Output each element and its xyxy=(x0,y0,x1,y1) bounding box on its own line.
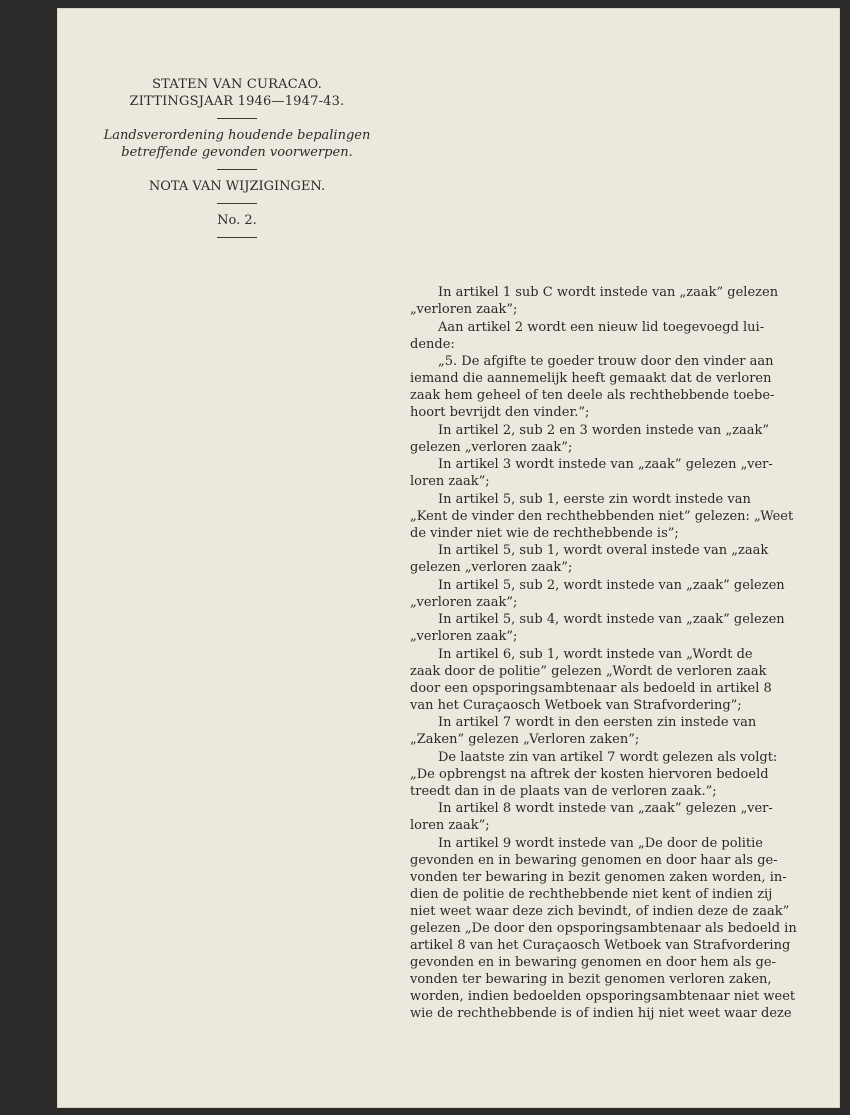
amendment-paragraph xyxy=(410,353,784,421)
text-line: De laatste zin van artikel 7 wordt gelezen als volgt: xyxy=(438,749,778,765)
amendment-paragraph xyxy=(410,319,784,353)
amendment-paragraph xyxy=(410,422,784,456)
text-line: In artikel 5, sub 1, eerste zin wordt instede van xyxy=(438,491,751,507)
document-number: No. 2. xyxy=(217,213,257,228)
text-line: „Kent de vinder den rechthebbenden niet” gelezen: „Weet xyxy=(410,508,794,524)
text-line: In artikel 6, sub 1, wordt instede van „Wordt de xyxy=(438,646,753,662)
text-line: niet weet waar deze zich bevindt, of indien deze de zaak” xyxy=(410,903,790,919)
text-line: iemand die aannemelijk heeft gemaakt dat de verloren xyxy=(410,371,772,386)
text-line: „De opbrengst na aftrek der kosten hiervoren bedoeld xyxy=(410,766,769,782)
text-line: In artikel 1 sub C wordt instede van „zaak” gelezen xyxy=(438,285,779,300)
text-line: zaak hem geheel of ten deele als rechthebbende toebe- xyxy=(410,388,775,403)
text-line: van het Curaçaosch Wetboek van Strafvordering”; xyxy=(410,697,742,713)
text-line: hoort bevrijdt den vinder.”; xyxy=(410,405,590,420)
amendments-text xyxy=(410,284,797,1022)
divider xyxy=(217,237,257,238)
session-year: ZITTINGSJAAR 1946—1947-43. xyxy=(129,94,345,109)
text-line: In artikel 5, sub 2, wordt instede van „zaak” gelezen xyxy=(438,577,785,593)
text-line: „verloren zaak”; xyxy=(410,302,518,317)
amendment-paragraph xyxy=(410,800,784,834)
text-line: door een opsporingsambtenaar als bedoeld in artikel 8 xyxy=(410,680,772,696)
text-line: loren zaak”; xyxy=(410,474,490,489)
document-page xyxy=(57,8,840,1108)
text-line: artikel 8 van het Curaçaosch Wetboek van Strafvordering xyxy=(410,937,791,953)
text-line: In artikel 3 wordt instede van „zaak” gelezen „ver- xyxy=(438,457,773,472)
amendment-paragraph xyxy=(410,749,784,800)
divider xyxy=(217,118,257,119)
amendment-paragraph xyxy=(410,284,784,318)
subject-line-1: Landsverordening houdende bepalingen xyxy=(103,128,371,143)
text-line: „Zaken” gelezen „Verloren zaken”; xyxy=(410,732,640,747)
amendment-paragraph xyxy=(410,456,784,490)
text-line: In artikel 2, sub 2 en 3 worden instede van „zaak” xyxy=(438,422,770,438)
text-line: gelezen „verloren zaak”; xyxy=(410,560,573,575)
text-line: wie de rechthebbende is of indien hij niet weet waar deze xyxy=(410,1005,792,1021)
text-line: In artikel 5, sub 1, wordt overal instede van „zaak xyxy=(438,543,769,558)
text-line: vonden ter bewaring in bezit genomen verloren zaken, xyxy=(410,971,772,987)
amendment-paragraph xyxy=(410,491,794,542)
text-line: vonden ter bewaring in bezit genomen zaken worden, in- xyxy=(410,869,787,885)
assembly-title: STATEN VAN CURACAO. xyxy=(152,77,322,92)
document-header xyxy=(97,76,377,246)
text-line: gevonden en in bewaring genomen en door hem als ge- xyxy=(410,954,776,970)
text-line: zaak door de politie” gelezen „Wordt de verloren zaak xyxy=(410,663,767,679)
amendment-paragraph xyxy=(410,611,784,645)
amendment-paragraph xyxy=(410,835,797,1022)
text-line: de vinder niet wie de rechthebbende is”; xyxy=(410,525,679,541)
divider xyxy=(217,169,257,170)
text-line: gelezen „verloren zaak”; xyxy=(410,439,573,455)
text-line: Aan artikel 2 wordt een nieuw lid toegevoegd lui- xyxy=(438,319,765,335)
nota-title: NOTA VAN WIJZIGINGEN. xyxy=(148,179,326,194)
text-line: gelezen „De door den opsporingsambtenaar als bedoeld in xyxy=(410,920,797,936)
text-line: In artikel 9 wordt instede van „De door de politie xyxy=(438,835,763,851)
text-line: In artikel 5, sub 4, wordt instede van „zaak” gelezen xyxy=(438,612,785,627)
amendment-paragraph xyxy=(410,646,784,714)
text-line: dien de politie de rechthebbende niet kent of indien zij xyxy=(410,886,773,902)
text-line: „5. De afgifte te goeder trouw door den vinder aan xyxy=(438,354,774,369)
amendment-paragraph xyxy=(410,542,784,576)
amendment-paragraph xyxy=(410,577,784,611)
text-line: In artikel 8 wordt instede van „zaak” gelezen „ver- xyxy=(438,801,773,816)
text-line: worden, indien bedoelden opsporingsambtenaar niet weet xyxy=(410,988,796,1004)
text-line: loren zaak”; xyxy=(410,818,490,833)
text-line: gevonden en in bewaring genomen en door haar als ge- xyxy=(410,852,778,868)
text-line: „verloren zaak”; xyxy=(410,594,518,610)
text-line: „verloren zaak”; xyxy=(410,629,518,644)
subject-line-2: betreffende gevonden voorwerpen. xyxy=(121,145,353,160)
text-line: treedt dan in de plaats van de verloren zaak.”; xyxy=(410,783,717,799)
divider xyxy=(217,203,257,204)
text-line: dende: xyxy=(410,336,455,352)
amendment-paragraph xyxy=(410,714,784,748)
text-line: In artikel 7 wordt in den eersten zin instede van xyxy=(438,715,757,730)
